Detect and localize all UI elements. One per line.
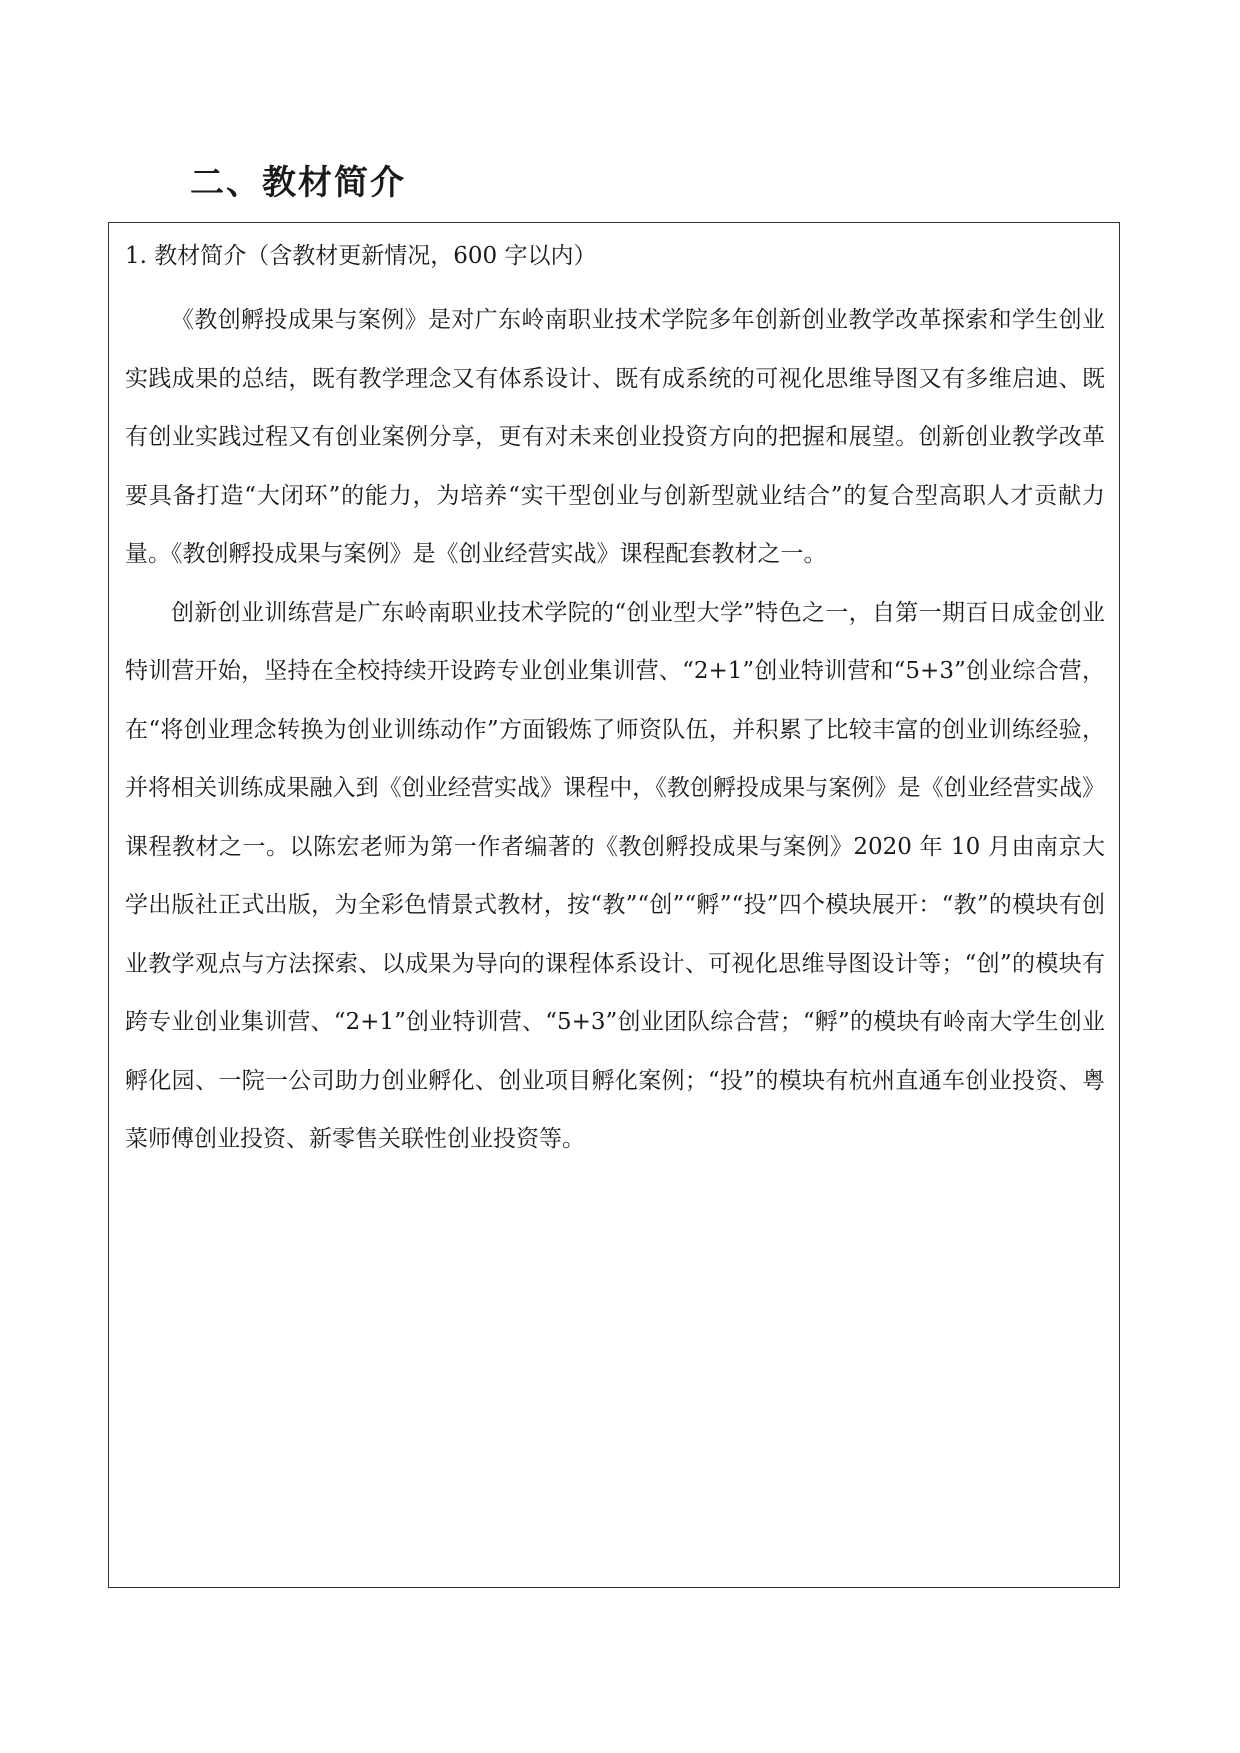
section-title: 二、教材简介 (190, 163, 406, 203)
intro-paragraph-1: 《教创孵投成果与案例》是对广东岭南职业技术学院多年创新创业教学改革探索和学生创业实践成果的总结，既有教学理念又有体系设计、既有成系统的可视化思维导图又有多维启迪、既有创业实践过程又有创业案例分享，更有对未来创业投资方向的把握和展望。创新创业教学改革要具备打造“大闭环”的能力，为培养“实干型创业与创新型就业结合”的复合型高职人才贡献力量。《教创孵投成果与案例》是《创业经营实战》课程配套教材之一。 (125, 307, 1105, 567)
intro-body (125, 291, 1105, 1169)
intro-paragraph-2: 创新创业训练营是广东岭南职业技术学院的“创业型大学”特色之一，自第一期百日成金创业特训营开始，坚持在全校持续开设跨专业创业集训营、“2+1”创业特训营和“5+3”创业综合营，在“将创业理念转换为创业训练动作”方面锻炼了师资队伍，并积累了比较丰富的创业训练经验，并将相关训练成果融入到《创业经营实战》课程中，《教创孵投成果与案例》是《创业经营实战》课程教材之一。以陈宏老师为第一作者编著的《教创孵投成果与案例》2020 年 10 月由南京大学出版社正式出版，为全彩色情景式教材，按“教”“创”“孵”“投”四个模块展开：“教”的模块有创业教学观点与方法探索、以成果为导向的课程体系设计、可视化思维导图设计等；“创”的模块有跨专业创业集训营、“2+1”创业特训营、“5+3”创业团队综合营；“孵”的模块有岭南大学生创业孵化园、一院一公司助力创业孵化、创业项目孵化案例；“投”的模块有杭州直通车创业投资、粤菜师傅创业投资、新零售关联性创业投资等。 (125, 599, 1105, 1152)
textbook-intro-box (108, 222, 1120, 1588)
intro-heading: 1. 教材简介（含教材更新情况，600 字以内） (125, 243, 597, 269)
